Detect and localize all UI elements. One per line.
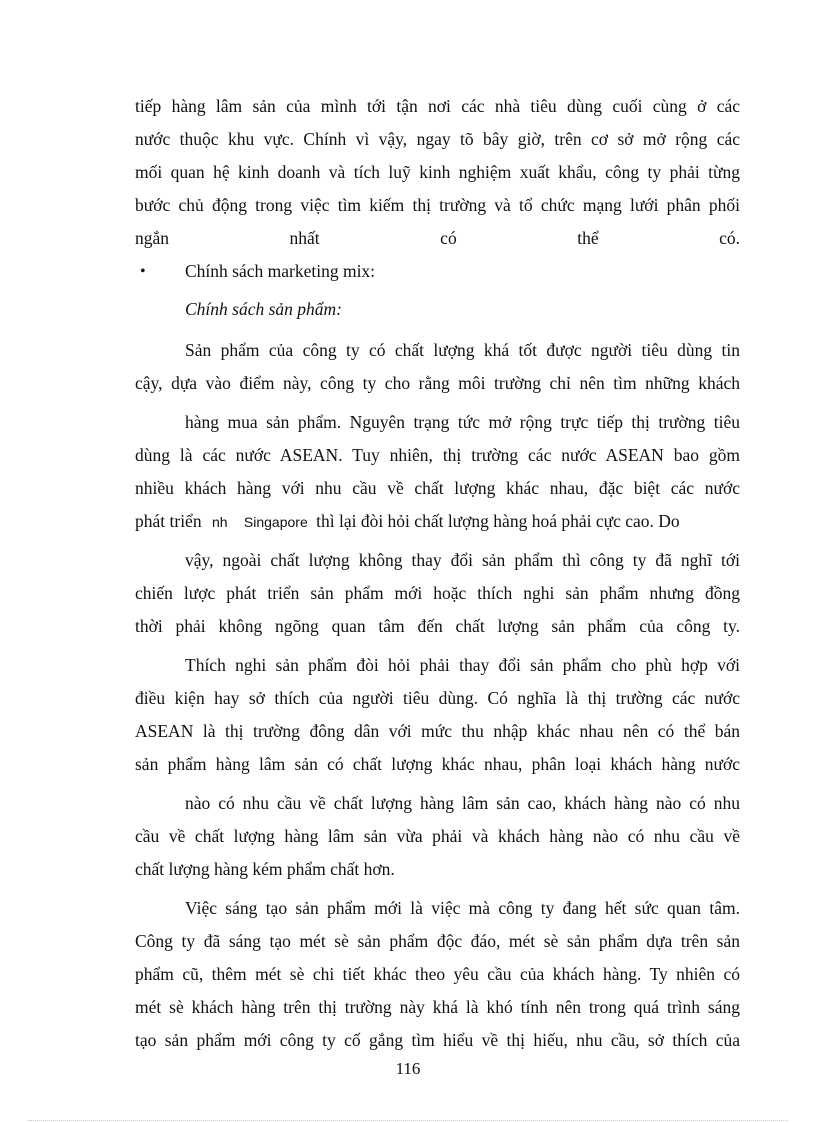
text-line: tiếp hàng lâm sản của mình tới tận nơi các nhà tiêu dùng cuối cùng ở các: [135, 96, 740, 116]
text-line: Công ty đã sáng tạo mét sè sản phẩm độc đáo, mét sè sản phẩm dựa trên sản: [135, 931, 740, 951]
text-line: Việc sáng tạo sản phẩm mới là việc mà công ty đang hết sức quan tâm.: [185, 898, 740, 918]
section-heading: Chính sách marketing mix:: [185, 261, 376, 281]
text-line: cầu về chất lượng hàng lâm sản vừa phải và khách hàng nào có nhu cầu về: [135, 826, 740, 846]
text-line: Sản phẩm của công ty có chất lượng khá tốt được người tiêu dùng tin: [185, 340, 740, 360]
text-line: bước chủ động trong việc tìm kiếm thị trường và tổ chức mạng lưới phân phối: [135, 195, 740, 215]
text-line: cậy, dựa vào điểm này, công ty cho rằng môi trường chỉ nên tìm những khách: [135, 373, 740, 393]
page-number: 116: [395, 1059, 421, 1078]
bullet-icon: •: [140, 263, 146, 280]
text-line: dùng là các nước ASEAN. Tuy nhiên, thị trường các nước ASEAN bao gồm: [135, 445, 740, 465]
text-line: nào có nhu cầu về chất lượng hàng lâm sản cao, khách hàng nào có nhu: [185, 793, 740, 813]
text-line: điều kiện hay sở thích của người tiêu dùng. Có nghĩa là thị trường các nước: [135, 688, 740, 708]
page-bottom-divider: [28, 1120, 788, 1121]
text-line: vậy, ngoài chất lượng không thay đổi sản phẩm thì công ty đã nghĩ tới: [185, 550, 740, 570]
text-fragment: Singapore: [243, 514, 308, 530]
text-line: nước thuộc khu vực. Chính vì vậy, ngay tõ bây giờ, trên cơ sở mở rộng các: [135, 129, 740, 149]
text-fragment: phát triển: [135, 511, 202, 531]
text-line: sản phẩm hàng lâm sản có chất lượng khác nhau, phân loại khách hàng nước: [135, 754, 740, 774]
text-line-mixed: [135, 510, 740, 534]
text-line: mét sè khách hàng trên thị trường này khá là khó tính nên trong quá trình sáng: [135, 997, 740, 1017]
text-line: ASEAN là thị trường đông dân với mức thu nhập khác nhau nên có thể bán: [135, 721, 740, 741]
text-line: mối quan hệ kinh doanh và tích luỹ kinh nghiệm xuất khẩu, công ty phải từng: [135, 162, 740, 182]
text-line: nhiều khách hàng với nhu cầu về chất lượng khác nhau, đặc biệt các nước: [135, 478, 740, 498]
text-line: hàng mua sản phẩm. Nguyên trạng tức mở rộng trực tiếp thị trường tiêu: [185, 412, 740, 432]
text-fragment: nh: [211, 514, 228, 530]
text-line: chiến lược phát triển sản phẩm mới hoặc thích nghi sản phẩm nhưng đồng: [135, 583, 740, 603]
text-line: chất lượng hàng kém phẩm chất hơn.: [135, 859, 395, 879]
text-fragment: thì lại đòi hỏi chất lượng hàng hoá phải cực cao. Do: [316, 511, 680, 531]
text-line: Thích nghi sản phẩm đòi hỏi phải thay đổi sản phẩm cho phù hợp với: [185, 655, 740, 675]
text-line: ngắn nhất có thể có.: [135, 228, 740, 248]
text-line: thời phải không ngõng quan tâm đến chất lượng sản phẩm của công ty.: [135, 616, 740, 636]
text-line: tạo sản phẩm mới công ty cố gắng tìm hiểu về thị hiếu, nhu cầu, sở thích của: [135, 1030, 740, 1050]
subsection-heading: Chính sách sản phẩm:: [185, 299, 343, 319]
text-line: phẩm cũ, thêm mét sè chi tiết khác theo yêu cầu của khách hàng. Ty nhiên có: [135, 964, 740, 984]
